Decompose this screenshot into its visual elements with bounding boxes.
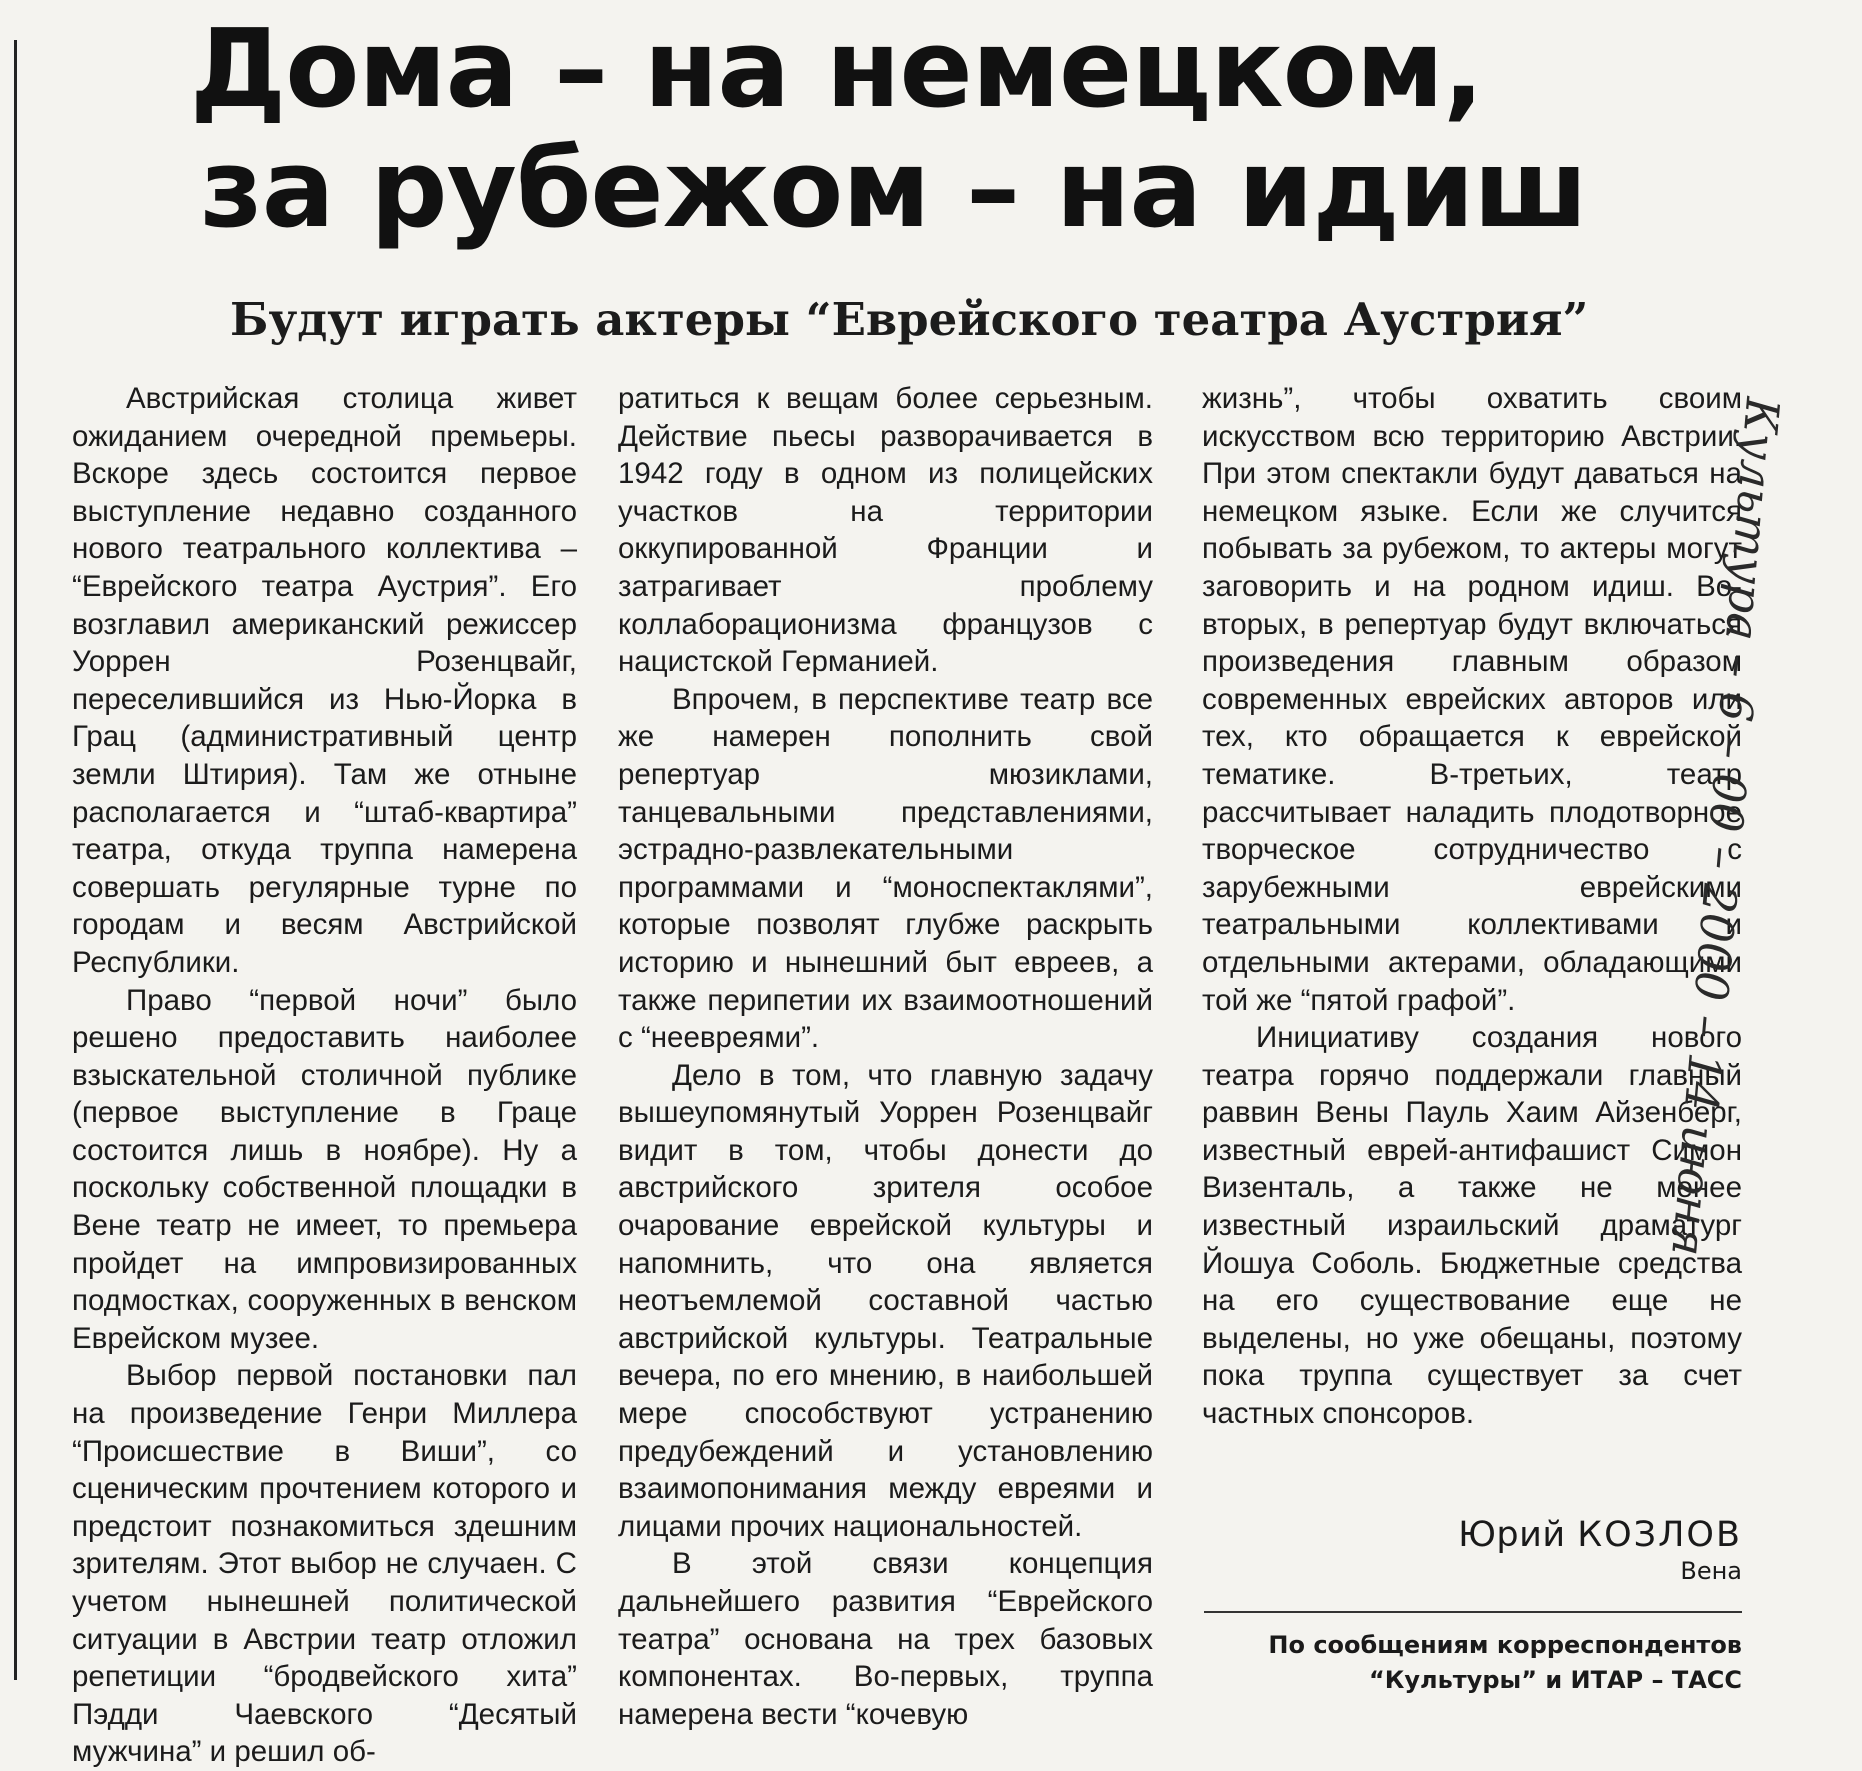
author-name <box>1202 1515 1742 1555</box>
author-surname: КОЗЛОВ <box>1577 1515 1742 1555</box>
byline <box>1202 1515 1742 1585</box>
handwritten-note: Культура – 6 – 00 – 2000 – 14 июня <box>1661 395 1790 1259</box>
headline-line-2: за рубежом – на идиш <box>200 127 1588 252</box>
author-city: Вена <box>1680 1557 1742 1585</box>
article-paragraph: Впрочем, в перспективе театр все же намерен пополнить свой репертуар мюзиклами, танцевальными представлениями, эстрадно-развлекательными программами и “моноспектаклями”, которые позволят глубже раскрыть историю и нынешний быт евреев, а также перипетии их взаимоотношений с “неевреями”. <box>618 682 1153 1055</box>
article-paragraph: Австрийская столица живет ожиданием очередной премьеры. Вскоре здесь состоится первое выступление недавно созданного нового театрального коллектива – “Еврейского театра Аустрия”. Его возглавил американский режиссер Уоррен Розенцвайг, переселившийся из Нью-Йорка в Грац (административный центр земли Штирия). Там же отныне располагается и “штаб-квартира” театра, откуда труппа намерена совершать регулярные турне по городам и весям Австрийской Республики. <box>72 382 577 979</box>
article-paragraph: Право “первой ночи” было решено предоставить наиболее взыскательной столичной публике (первое выступление в Граце состоится лишь в ноябре). Ну а поскольку собственной площадки в Вене театр не имеет, то премьера пройдет на импровизированных подмостках, сооруженных в венском Еврейском музее. <box>72 983 577 1355</box>
article-paragraph: Дело в том, что главную задачу вышеупомянутый Уоррен Розенцвайг видит в том, чтобы донести до австрийского зрителя особое очарование еврейской культуры и напомнить, что она является неотъемлемой составной частью австрийской культуры. Театральные вечера, по его мнению, в наибольшей мере способствуют устранению предубеждений и установлению взаимопонимания между евреями и лицами прочих национальностей. <box>618 1058 1153 1543</box>
article-paragraph: ратиться к вещам более серьезным. Действие пьесы разворачивается в 1942 году в одном из полицейских участков на территории оккупированной Франции и затрагивает проблему коллаборационизма французов с нацистской Германией. <box>618 382 1153 679</box>
article-paragraph: Инициативу создания нового театра горячо поддержали главный раввин Вены Пауль Хаим Айзенберг, известный еврей-антифашист Симон Визенталь, а также не менее известный израильский драматург Йошуа Соболь. Бюджетные средства на его существование еще не выделены, но уже обещаны, поэтому пока труппа существует за счет частных спонсоров. <box>1202 1021 1742 1431</box>
article-column-2 <box>618 380 1153 1733</box>
author-first-name: Юрий <box>1458 1515 1566 1555</box>
article-column-3 <box>1202 380 1742 1433</box>
headline-line-1: Дома – на немецком, <box>190 7 1484 132</box>
article-column-1 <box>72 380 577 1771</box>
sources-credit <box>1212 1628 1742 1698</box>
article-paragraph: В этой связи концепция дальнейшего развития “Еврейского театра” основана на трех базовых компонентах. Во-первых, труппа намерена вести “кочевую <box>618 1547 1153 1731</box>
article-paragraph: жизнь”, чтобы охватить своим искусством всю территорию Австрии. При этом спектакли будут даваться на немецком языке. Если же случится побывать за рубежом, то актеры могут заговорить и на родном идиш. Во-вторых, в репертуар будут включаться произведения главным образом современных еврейских авторов или тех, кто обращается к еврейской тематике. В-третьих, театр рассчитывает наладить плодотворное творческое сотрудничество с зарубежными еврейскими театральными коллективами и отдельными актерами, обладающими той же “пятой графой”. <box>1202 382 1742 1017</box>
subheadline: Будут играть актеры “Еврейского театра Аустрия” <box>230 293 1589 346</box>
headline <box>190 7 1650 252</box>
sources-divider <box>1204 1611 1742 1613</box>
left-column-rule <box>14 40 17 1680</box>
sources-line-1: По сообщениям корреспондентов <box>1268 1631 1742 1659</box>
sources-line-2: “Культуры” и ИТАР – ТАСС <box>1368 1666 1742 1694</box>
article-paragraph: Выбор первой постановки пал на произведение Генри Миллера “Происшествие в Виши”, со сценическим прочтением которого и предстоит познакомиться здешним зрителям. Этот выбор не случаен. С учетом нынешней политической ситуации в Австрии театр отложил репетиции “бродвейского хита” Пэдди Чаевского “Десятый мужчина” и решил об- <box>72 1359 577 1769</box>
